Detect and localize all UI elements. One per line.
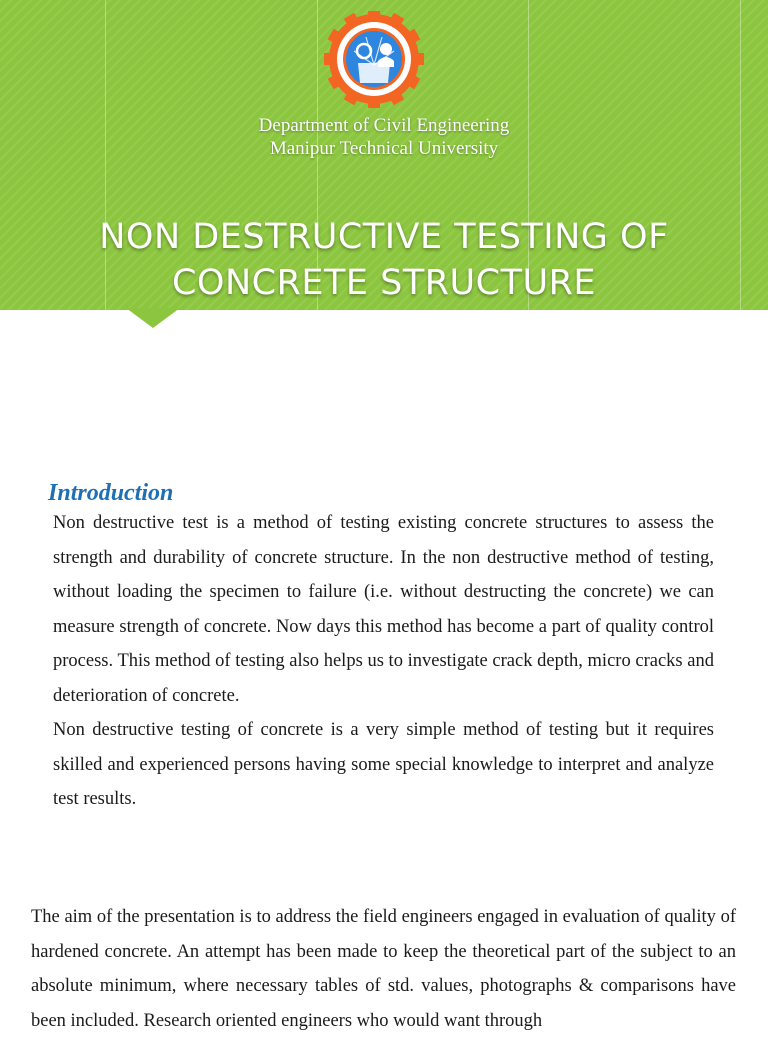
page-title (0, 214, 768, 306)
banner-notch (126, 308, 180, 328)
title-line-1: NON DESTRUCTIVE TESTING OF (99, 217, 669, 257)
introduction-heading: Introduction (48, 480, 174, 506)
aim-paragraph: The aim of the presentation is to address the field engineers engaged in evaluation of quality of hardened concrete. An attempt has been made to keep the theoretical part of the subject to an absolute minimum, where necessary tables of std. values, photographs & comparisons have been included. Research oriented engineers who would want through (31, 907, 736, 1031)
header-banner (0, 0, 768, 310)
intro-paragraph-2: Non destructive testing of concrete is a very simple method of testing but it requires skilled and experienced persons having some special knowledge to interpret and analyze test results. (53, 720, 714, 809)
department-name: Department of Civil Engineering (258, 115, 510, 136)
title-line-2: CONCRETE STRUCTURE (171, 263, 597, 303)
intro-paragraph-1: Non destructive test is a method of testing existing concrete structures to assess the strength and durability of concrete structure. In the non destructive method of testing, without loading the specimen to failure (i.e. without destructing the concrete) we can measure strength of concrete. Now days this method has become a part of quality control process. This method of testing also helps us to investigate crack depth, micro cracks and deterioration of concrete. (53, 513, 714, 706)
university-seal-icon (323, 11, 425, 108)
university-name: Manipur Technical University (269, 138, 499, 159)
